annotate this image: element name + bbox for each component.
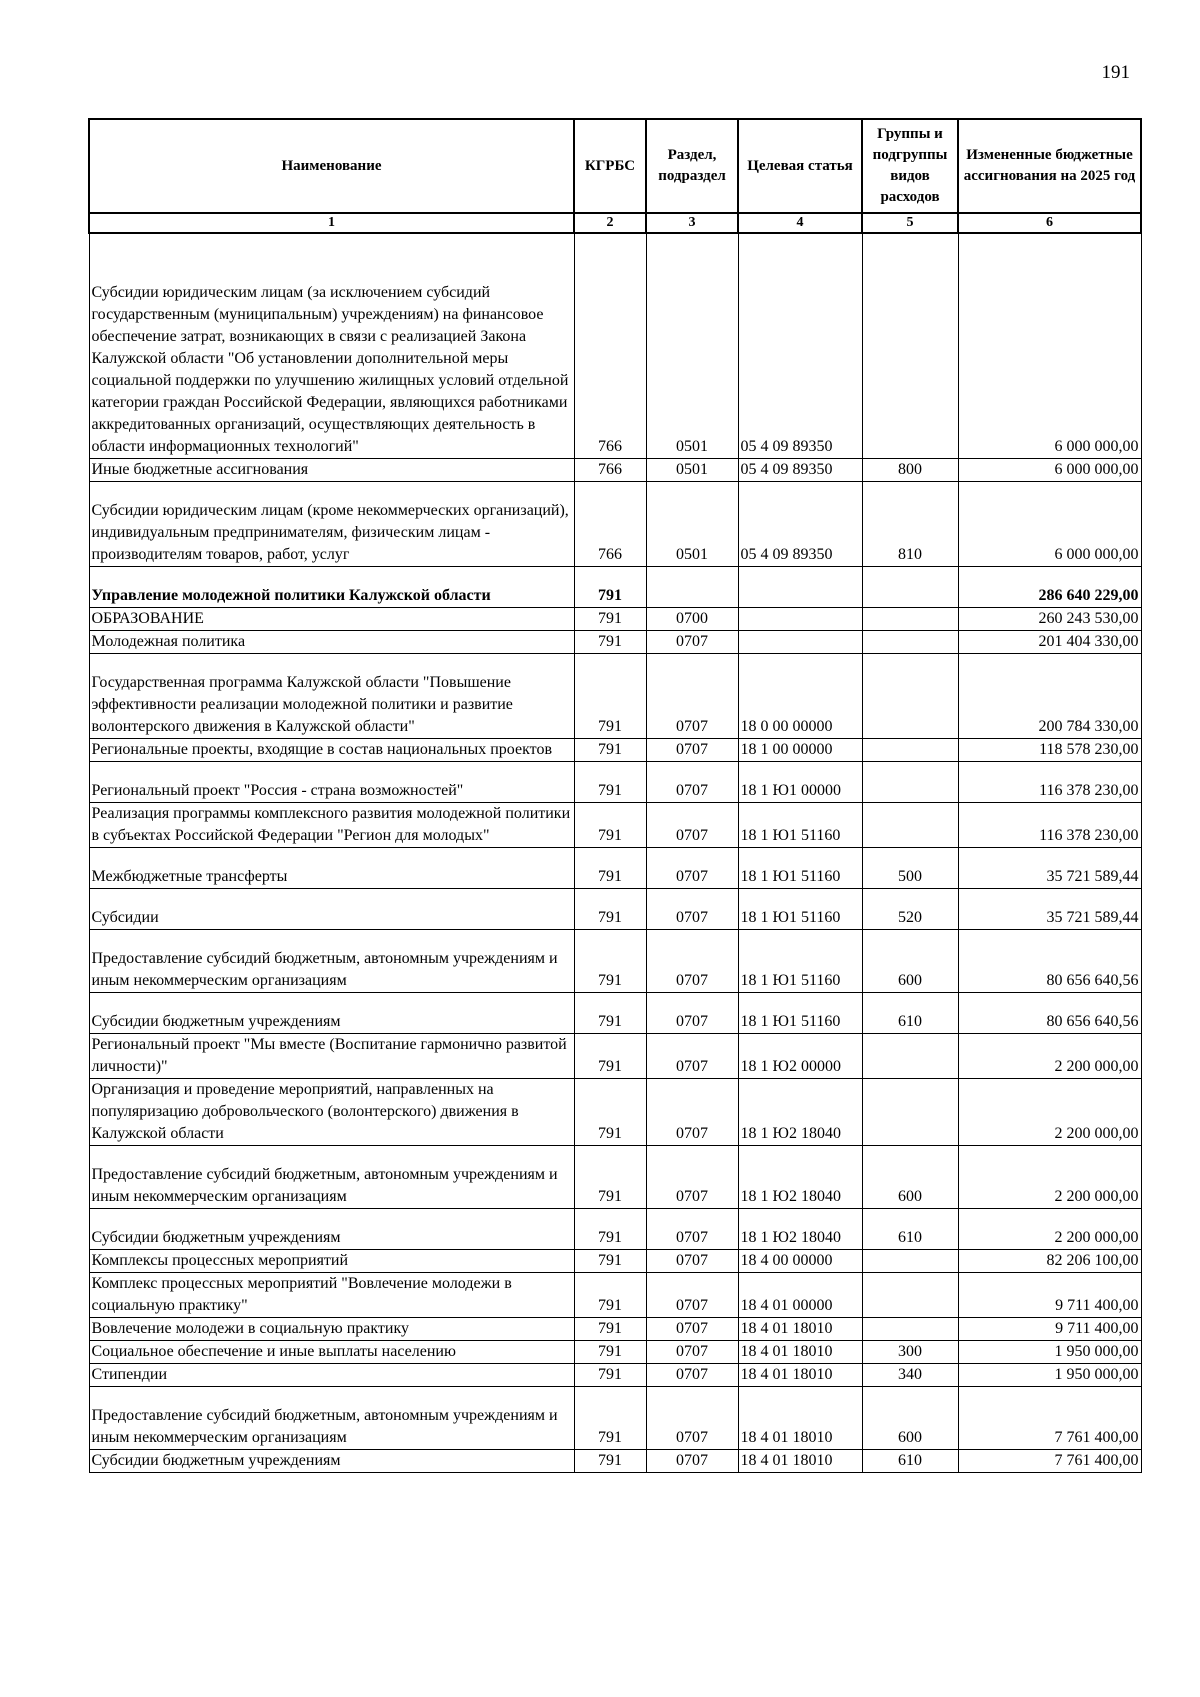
row-target: 18 1 00 00000 xyxy=(738,739,862,762)
row-group xyxy=(862,631,958,654)
row-kgrbs: 791 xyxy=(574,762,646,803)
row-name: Межбюджетные трансферты xyxy=(89,848,574,889)
row-name: Вовлечение молодежи в социальную практику xyxy=(89,1318,574,1341)
row-group: 520 xyxy=(862,889,958,930)
row-amount: 7 761 400,00 xyxy=(958,1387,1141,1450)
row-name: Иные бюджетные ассигнования xyxy=(89,459,574,482)
row-amount: 7 761 400,00 xyxy=(958,1450,1141,1473)
row-name: Предоставление субсидий бюджетным, автономным учреждениям и иным некоммерческим организациям xyxy=(89,930,574,993)
row-name: Субсидии бюджетным учреждениям xyxy=(89,1209,574,1250)
table-row xyxy=(89,1209,1141,1250)
row-kgrbs: 791 xyxy=(574,848,646,889)
row-amount: 82 206 100,00 xyxy=(958,1250,1141,1273)
header-kgrbs: КГРБС xyxy=(574,119,646,213)
table-row xyxy=(89,739,1141,762)
row-amount: 6 000 000,00 xyxy=(958,482,1141,567)
row-kgrbs: 791 xyxy=(574,1273,646,1318)
table-row xyxy=(89,930,1141,993)
row-kgrbs: 791 xyxy=(574,1364,646,1387)
column-number: 1 xyxy=(89,213,574,233)
row-kgrbs: 791 xyxy=(574,654,646,739)
row-group xyxy=(862,1273,958,1318)
row-amount: 2 200 000,00 xyxy=(958,1209,1141,1250)
row-group xyxy=(862,1250,958,1273)
row-group: 600 xyxy=(862,930,958,993)
row-amount: 35 721 589,44 xyxy=(958,848,1141,889)
row-group xyxy=(862,567,958,608)
row-name: Предоставление субсидий бюджетным, автономным учреждениям и иным некоммерческим организациям xyxy=(89,1146,574,1209)
row-amount: 2 200 000,00 xyxy=(958,1079,1141,1146)
row-section: 0707 xyxy=(646,1250,738,1273)
column-number: 2 xyxy=(574,213,646,233)
row-section: 0707 xyxy=(646,803,738,848)
row-name: Молодежная политика xyxy=(89,631,574,654)
row-target: 18 1 Ю1 51160 xyxy=(738,889,862,930)
row-target: 18 1 Ю2 18040 xyxy=(738,1146,862,1209)
table-row xyxy=(89,654,1141,739)
row-kgrbs: 791 xyxy=(574,1318,646,1341)
table-row xyxy=(89,1034,1141,1079)
row-section: 0707 xyxy=(646,1450,738,1473)
row-section: 0707 xyxy=(646,1209,738,1250)
row-section: 0707 xyxy=(646,631,738,654)
row-group xyxy=(862,762,958,803)
table-row xyxy=(89,993,1141,1034)
row-target: 18 1 Ю1 51160 xyxy=(738,848,862,889)
row-target: 18 1 Ю2 18040 xyxy=(738,1209,862,1250)
row-amount: 116 378 230,00 xyxy=(958,803,1141,848)
row-group xyxy=(862,739,958,762)
table-row xyxy=(89,233,1141,459)
row-name: Стипендии xyxy=(89,1364,574,1387)
row-amount: 1 950 000,00 xyxy=(958,1341,1141,1364)
row-target: 18 4 00 00000 xyxy=(738,1250,862,1273)
row-amount: 201 404 330,00 xyxy=(958,631,1141,654)
row-kgrbs: 791 xyxy=(574,930,646,993)
row-kgrbs: 791 xyxy=(574,1034,646,1079)
row-kgrbs: 791 xyxy=(574,803,646,848)
header-groups: Группы и подгруппы видов расходов xyxy=(862,119,958,213)
row-target: 18 4 01 18010 xyxy=(738,1387,862,1450)
table-row xyxy=(89,608,1141,631)
row-group: 600 xyxy=(862,1387,958,1450)
row-name: Предоставление субсидий бюджетным, автономным учреждениям и иным некоммерческим организациям xyxy=(89,1387,574,1450)
row-name: Субсидии юридическим лицам (кроме некоммерческих организаций), индивидуальным предпринимателям, физическим лицам - производителям товаров, работ, услуг xyxy=(89,482,574,567)
row-section: 0707 xyxy=(646,1387,738,1450)
row-section: 0707 xyxy=(646,848,738,889)
column-number: 4 xyxy=(738,213,862,233)
row-group xyxy=(862,1318,958,1341)
row-group xyxy=(862,608,958,631)
row-section: 0707 xyxy=(646,762,738,803)
table-row xyxy=(89,1079,1141,1146)
row-section xyxy=(646,567,738,608)
row-target: 18 1 Ю1 51160 xyxy=(738,803,862,848)
row-target xyxy=(738,631,862,654)
column-number: 6 xyxy=(958,213,1141,233)
row-target: 05 4 09 89350 xyxy=(738,482,862,567)
row-kgrbs: 791 xyxy=(574,1209,646,1250)
row-amount: 6 000 000,00 xyxy=(958,233,1141,459)
row-group xyxy=(862,1079,958,1146)
row-group: 500 xyxy=(862,848,958,889)
row-name: Государственная программа Калужской области "Повышение эффективности реализации молодежной политики и развитие волонтерского движения в Калужской области" xyxy=(89,654,574,739)
row-kgrbs: 791 xyxy=(574,1450,646,1473)
table-row xyxy=(89,482,1141,567)
row-group: 300 xyxy=(862,1341,958,1364)
row-name: Управление молодежной политики Калужской области xyxy=(89,567,574,608)
table-row xyxy=(89,1318,1141,1341)
row-section: 0707 xyxy=(646,1146,738,1209)
table-row xyxy=(89,762,1141,803)
row-amount: 80 656 640,56 xyxy=(958,993,1141,1034)
table-row xyxy=(89,1273,1141,1318)
table-header xyxy=(89,119,1141,233)
header-section: Раздел, подраздел xyxy=(646,119,738,213)
row-amount: 116 378 230,00 xyxy=(958,762,1141,803)
row-section: 0707 xyxy=(646,1079,738,1146)
row-target: 18 1 Ю2 00000 xyxy=(738,1034,862,1079)
row-section: 0707 xyxy=(646,993,738,1034)
table-row xyxy=(89,889,1141,930)
row-amount: 286 640 229,00 xyxy=(958,567,1141,608)
table-row xyxy=(89,1450,1141,1473)
row-group xyxy=(862,233,958,459)
row-name: ОБРАЗОВАНИЕ xyxy=(89,608,574,631)
row-section: 0707 xyxy=(646,739,738,762)
row-kgrbs: 791 xyxy=(574,631,646,654)
table-row xyxy=(89,567,1141,608)
row-section: 0501 xyxy=(646,233,738,459)
header-name: Наименование xyxy=(89,119,574,213)
row-kgrbs: 791 xyxy=(574,739,646,762)
row-amount: 260 243 530,00 xyxy=(958,608,1141,631)
table-row xyxy=(89,803,1141,848)
row-name: Региональный проект "Россия - страна возможностей" xyxy=(89,762,574,803)
table-body xyxy=(89,233,1141,1473)
row-target xyxy=(738,567,862,608)
row-target: 18 1 Ю1 00000 xyxy=(738,762,862,803)
row-target: 18 1 Ю2 18040 xyxy=(738,1079,862,1146)
row-group: 610 xyxy=(862,1450,958,1473)
row-target: 18 0 00 00000 xyxy=(738,654,862,739)
table-row xyxy=(89,1146,1141,1209)
row-name: Комплексы процессных мероприятий xyxy=(89,1250,574,1273)
row-section: 0707 xyxy=(646,930,738,993)
row-name: Субсидии бюджетным учреждениям xyxy=(89,1450,574,1473)
table-row xyxy=(89,459,1141,482)
row-section: 0707 xyxy=(646,654,738,739)
row-kgrbs: 791 xyxy=(574,889,646,930)
row-target: 18 4 01 18010 xyxy=(738,1450,862,1473)
row-group: 340 xyxy=(862,1364,958,1387)
row-kgrbs: 791 xyxy=(574,1341,646,1364)
row-amount: 6 000 000,00 xyxy=(958,459,1141,482)
row-group xyxy=(862,803,958,848)
row-section: 0707 xyxy=(646,1034,738,1079)
row-kgrbs: 791 xyxy=(574,993,646,1034)
row-target: 18 4 01 18010 xyxy=(738,1341,862,1364)
row-kgrbs: 791 xyxy=(574,608,646,631)
row-section: 0501 xyxy=(646,459,738,482)
table-row xyxy=(89,631,1141,654)
row-section: 0707 xyxy=(646,1341,738,1364)
row-amount: 9 711 400,00 xyxy=(958,1318,1141,1341)
row-group: 800 xyxy=(862,459,958,482)
row-kgrbs: 791 xyxy=(574,567,646,608)
table-row xyxy=(89,1364,1141,1387)
row-kgrbs: 766 xyxy=(574,233,646,459)
row-group xyxy=(862,654,958,739)
table-row xyxy=(89,1341,1141,1364)
row-name: Комплекс процессных мероприятий "Вовлечение молодежи в социальную практику" xyxy=(89,1273,574,1318)
row-amount: 200 784 330,00 xyxy=(958,654,1141,739)
row-amount: 9 711 400,00 xyxy=(958,1273,1141,1318)
row-group: 610 xyxy=(862,993,958,1034)
row-kgrbs: 791 xyxy=(574,1079,646,1146)
row-name: Региональный проект "Мы вместе (Воспитание гармонично развитой личности)" xyxy=(89,1034,574,1079)
row-amount: 80 656 640,56 xyxy=(958,930,1141,993)
header-amount: Измененные бюджетные ассигнования на 2025 год xyxy=(958,119,1141,213)
row-name: Субсидии юридическим лицам (за исключением субсидий государственным (муниципальным) учреждениям) на финансовое обеспечение затрат, возникающих в связи с реализацией Закона Калужской области "Об установлении дополнительной меры социальной поддержки по улучшению жилищных условий отдельной категории граждан Российской Федерации, являющихся работниками аккредитованных организаций, осуществляющих деятельность в области информационных технологий" xyxy=(89,233,574,459)
row-section: 0707 xyxy=(646,1364,738,1387)
row-amount: 2 200 000,00 xyxy=(958,1146,1141,1209)
row-name: Реализация программы комплексного развития молодежной политики в субъектах Российской Федерации "Регион для молодых" xyxy=(89,803,574,848)
row-kgrbs: 766 xyxy=(574,482,646,567)
column-number: 3 xyxy=(646,213,738,233)
row-kgrbs: 791 xyxy=(574,1387,646,1450)
row-amount: 118 578 230,00 xyxy=(958,739,1141,762)
row-amount: 1 950 000,00 xyxy=(958,1364,1141,1387)
header-target: Целевая статья xyxy=(738,119,862,213)
row-amount: 35 721 589,44 xyxy=(958,889,1141,930)
table-row xyxy=(89,848,1141,889)
row-section: 0700 xyxy=(646,608,738,631)
row-kgrbs: 766 xyxy=(574,459,646,482)
table-row xyxy=(89,1250,1141,1273)
row-section: 0707 xyxy=(646,889,738,930)
row-section: 0707 xyxy=(646,1273,738,1318)
page-number: 191 xyxy=(1101,62,1130,83)
row-name: Организация и проведение мероприятий, направленных на популяризацию добровольческого (волонтерского) движения в Калужской области xyxy=(89,1079,574,1146)
row-name: Социальное обеспечение и иные выплаты населению xyxy=(89,1341,574,1364)
row-name: Субсидии xyxy=(89,889,574,930)
row-target: 18 4 01 18010 xyxy=(738,1318,862,1341)
row-target: 05 4 09 89350 xyxy=(738,459,862,482)
table-row xyxy=(89,1387,1141,1450)
row-group: 610 xyxy=(862,1209,958,1250)
row-name: Субсидии бюджетным учреждениям xyxy=(89,993,574,1034)
row-target: 18 4 01 18010 xyxy=(738,1364,862,1387)
row-target: 18 1 Ю1 51160 xyxy=(738,930,862,993)
row-group: 810 xyxy=(862,482,958,567)
row-target: 18 1 Ю1 51160 xyxy=(738,993,862,1034)
budget-table xyxy=(88,118,1142,1473)
column-number: 5 xyxy=(862,213,958,233)
row-amount: 2 200 000,00 xyxy=(958,1034,1141,1079)
row-group: 600 xyxy=(862,1146,958,1209)
row-section: 0707 xyxy=(646,1318,738,1341)
row-group xyxy=(862,1034,958,1079)
row-name: Региональные проекты, входящие в состав национальных проектов xyxy=(89,739,574,762)
row-target xyxy=(738,608,862,631)
row-target: 05 4 09 89350 xyxy=(738,233,862,459)
row-section: 0501 xyxy=(646,482,738,567)
row-kgrbs: 791 xyxy=(574,1250,646,1273)
row-kgrbs: 791 xyxy=(574,1146,646,1209)
row-target: 18 4 01 00000 xyxy=(738,1273,862,1318)
